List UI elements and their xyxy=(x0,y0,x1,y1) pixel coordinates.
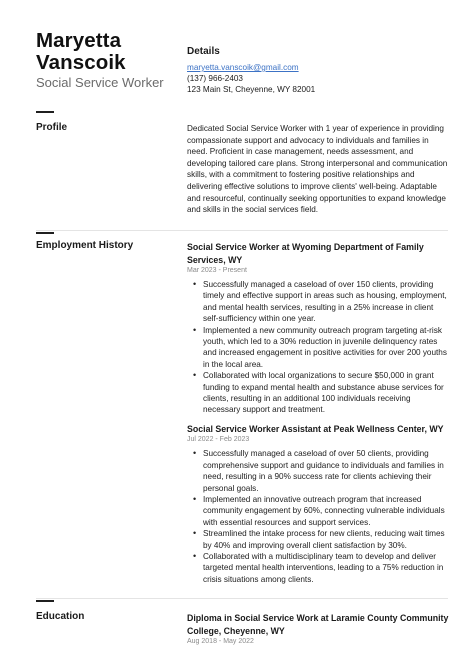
list-item: • Implemented a new community outreach program targeting at-risk youth, which led to a 30% reduction in juvenile delinquency rates and increased engagement in positive activities for over 200 youths in the local area. xyxy=(203,325,449,371)
list-item: • Successfully managed a caseload of over 50 clients, providing comprehensive support and guidance to individuals and families in need, resulting in a 90% success rate for clients achieving their personal goals. xyxy=(203,448,449,494)
email-link[interactable]: maryetta.vanscoik@gmail.com xyxy=(187,63,299,72)
profile-rule xyxy=(36,111,54,113)
list-item: • Streamlined the intake process for new clients, reducing wait times by 40% and improving overall client satisfaction by 30%. xyxy=(203,528,449,551)
profile-summary: Dedicated Social Service Worker with 1 year of experience in providing compassionate support and advocacy to individuals and families in need. Proficient in case management, needs assessment, and developing tailored care plans. Strong interpersonal and communication skills, with a commitment to fostering positive relationships and delivering effective solutions to improve clients' well-being. Adaptable and resourceful, continually seeking opportunities to expand knowledge and skills in the social services field. xyxy=(187,124,448,215)
job-title: Social Service Worker at Wyoming Department of Family Services, WY xyxy=(187,242,424,265)
details-section xyxy=(187,46,449,95)
name-last: Vanscoik xyxy=(36,51,126,74)
address: 123 Main St, Cheyenne, WY 82001 xyxy=(187,85,316,94)
education-entry xyxy=(187,612,449,650)
education-title: Diploma in Social Service Work at Laramie County Community College, Cheyenne, WY xyxy=(187,613,449,636)
list-item: • Collaborated with local organizations to secure $50,000 in grant funding to expand mental health and substance abuse services for clients, resulting in an additional 100 individuals receiving necessary support and treatment. xyxy=(203,370,449,416)
list-item: • Implemented an innovative outreach program that increased community engagement by 60%, connecting vulnerable individuals with essential resources and support services. xyxy=(203,494,449,528)
list-item: • Successfully managed a caseload of over 150 clients, providing timely and effective support in areas such as housing, employment, and mental health services, resulting in a 25% increase in client self-sufficiency within one year. xyxy=(203,279,449,325)
candidate-job-title: Social Service Worker xyxy=(36,75,164,90)
name-first: Maryetta xyxy=(36,29,122,52)
phone-number: (137) 966-2403 xyxy=(187,74,243,83)
employment-list xyxy=(187,241,449,585)
employment-heading: Employment History xyxy=(36,240,134,251)
job-title: Social Service Worker Assistant at Peak Wellness Center, WY xyxy=(187,423,444,434)
divider-line xyxy=(36,230,448,231)
job-entry xyxy=(187,241,449,416)
job-bullets xyxy=(187,448,449,585)
candidate-name xyxy=(36,30,126,74)
education-heading: Education xyxy=(36,611,85,622)
education-rule xyxy=(36,600,54,602)
job-dates: Jul 2022 - Feb 2023 xyxy=(187,436,250,444)
details-heading: Details xyxy=(187,46,220,57)
divider-line xyxy=(36,598,448,599)
job-bullets xyxy=(187,279,449,416)
profile-heading: Profile xyxy=(36,122,68,133)
list-item: • Collaborated with a multidisciplinary team to develop and deliver targeted mental health interventions, leading to a 75% reduction in crisis situations among clients. xyxy=(203,551,449,585)
employment-rule xyxy=(36,232,54,234)
job-dates: Mar 2023 - Present xyxy=(187,267,247,274)
education-dates: Aug 2018 - May 2022 xyxy=(187,638,254,645)
job-entry xyxy=(187,423,449,585)
